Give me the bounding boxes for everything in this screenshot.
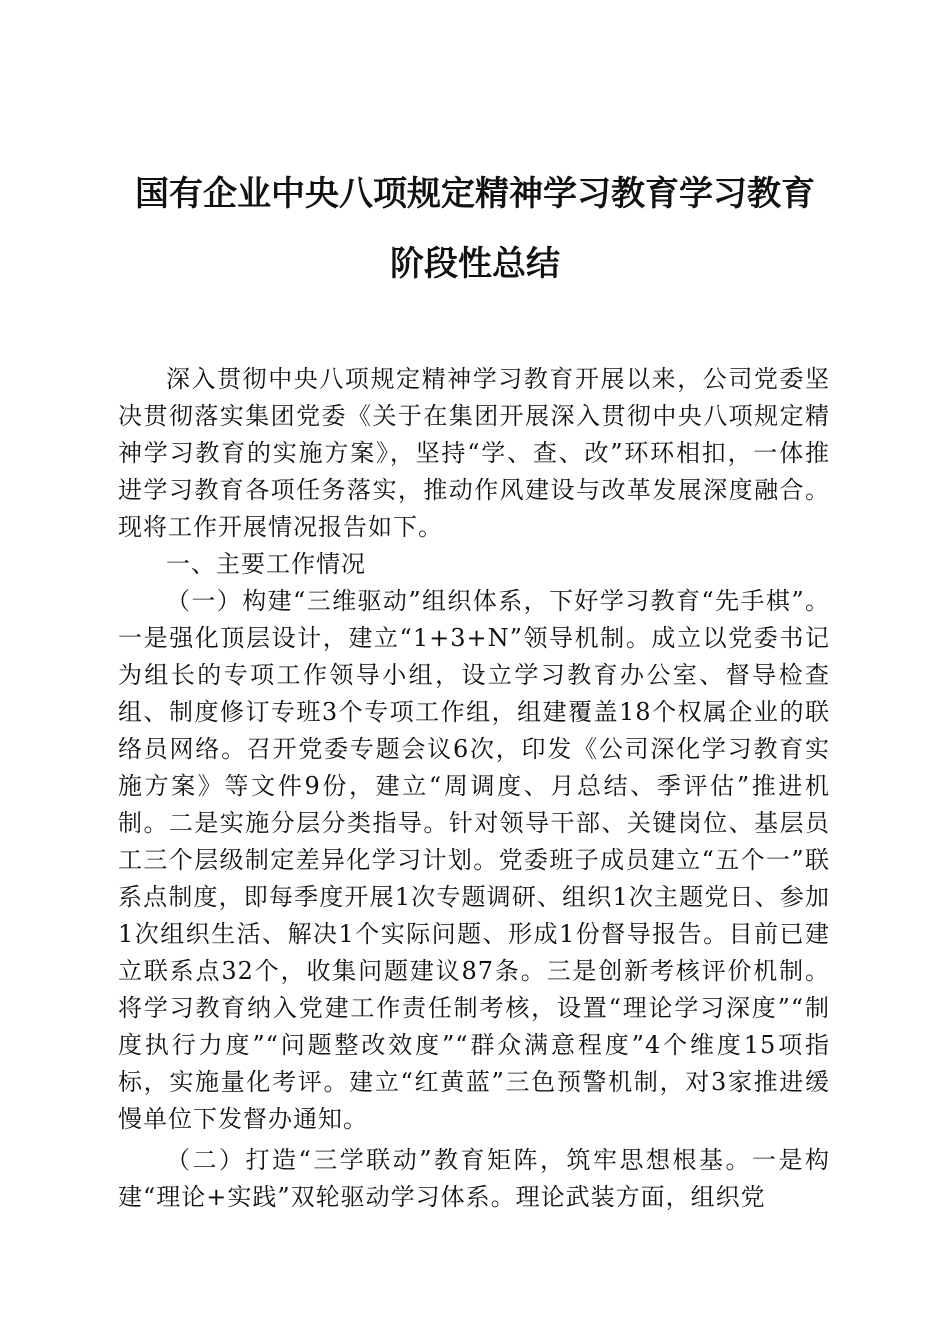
document-title-line-2: 阶段性总结: [390, 244, 560, 284]
paragraph-education-matrix: （二）打造“三学联动”教育矩阵，筑牢思想根基。一是构建“理论+实践”双轮驱动学习体系。理论武装方面，组织党: [118, 1146, 830, 1211]
section-heading-main-work: 一、主要工作情况: [166, 550, 366, 578]
intro-paragraph: 深入贯彻中央八项规定精神学习教育开展以来，公司党委坚决贯彻落实集团党委《关于在集团开展深入贯彻中央八项规定精神学习教育的实施方案》，坚持“学、查、改”环环相扣，一体推进学习教育各项任务落实，推动作风建设与改革发展深度融合。现将工作开展情况报告如下。: [118, 365, 830, 541]
document-body: [118, 361, 830, 1216]
paragraph-organization-system: （一）构建“三维驱动”组织体系，下好学习教育“先手棋”。一是强化顶层设计，建立“1+3+N”领导机制。成立以党委书记为组长的专项工作领导小组，设立学习教育办公室、督导检查组、制度修订专班3个专项工作组，组建覆盖18个权属企业的联络员网络。召开党委专题会议6次，印发《公司深化学习教育实施方案》等文件9份，建立“周调度、月总结、季评估”推进机制。二是实施分层分类指导。针对领导干部、关键岗位、基层员工三个层级制定差异化学习计划。党委班子成员建立“五个一”联系点制度，即每季度开展1次专题调研、组织1次主题党日、参加1次组织生活、解决1个实际问题、形成1份督导报告。目前已建立联系点32个，收集问题建议87条。三是创新考核评价机制。将学习教育纳入党建工作责任制考核，设置“理论学习深度”“制度执行力度”“问题整改效度”“群众满意程度”4个维度15项指标，实施量化考评。建立“红黄蓝”三色预警机制，对3家推进缓慢单位下发督办通知。: [118, 587, 830, 1133]
document-title-line-1: 国有企业中央八项规定精神学习教育学习教育: [135, 174, 815, 214]
